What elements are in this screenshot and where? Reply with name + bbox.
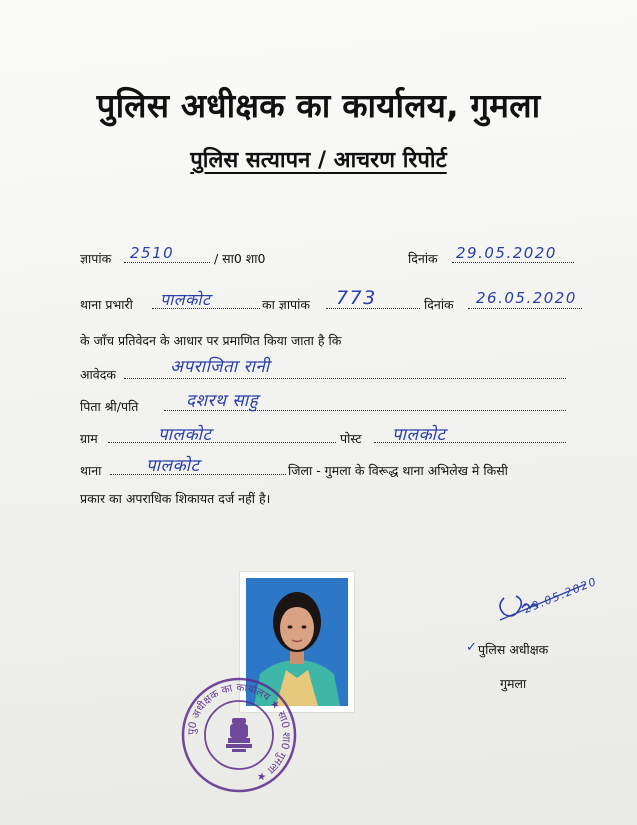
office-seal [180,676,298,794]
applicant-label: आवेदक [80,367,116,382]
applicant-value: अपराजिता रानी [170,357,270,377]
svg-text:पु0 अधीक्षक का कार्यालय ★ सा0: पु0 अधीक्षक का कार्यालय ★ सा0 शा0 गुमला ★ [185,681,293,784]
certification-intro: के जाँच प्रतिवेदन के आधार पर प्रमाणित किया जाता है कि [80,333,342,348]
village-dots [108,442,336,443]
station-value: पालकोट [160,290,211,309]
memo-date-value: 29.05.2020 [456,244,557,262]
post-value: पालकोट [392,425,446,445]
station-date-label: दिनांक [424,297,454,312]
closing-text: प्रकार का अपराधिक शिकायत दर्ज नहीं है। [80,491,271,506]
station-date-value: 26.05.2020 [476,289,577,307]
station-ref-value: 773 [336,287,377,309]
office-title: पुलिस अधीक्षक का कार्यालय, गुमला [96,86,541,125]
signatory-designation: पुलिस अधीक्षक [478,642,549,657]
applicant-dots [124,378,566,379]
village-label: ग्राम [80,431,98,446]
seal-icon [180,676,298,794]
village-value: पालकोट [158,425,212,445]
thana-label: थाना [80,463,102,478]
thana-value: पालकोट [146,456,200,476]
memo-date-label: दिनांक [408,251,438,266]
signature-date: 29.05.2020 [522,574,600,617]
memo-ref-value: 2510 [130,244,175,262]
memo-date-dots [452,262,574,263]
report-subtitle: पुलिस सत्यापन / आचरण रिपोर्ट [190,148,447,173]
station-label: थाना प्रभारी [80,297,133,312]
father-label: पिता श्री/पति [80,399,139,414]
memo-ref-dots [124,262,210,263]
station-date-dots [468,308,582,309]
emblem-icon [226,718,252,752]
tick-icon: ✓ [466,640,477,655]
station-ref-label: का ज्ञापांक [262,297,310,312]
signatory-place: गुमला [500,676,527,691]
signature [490,574,600,638]
post-label: पोस्ट [340,431,362,446]
district-text: जिला - गुमला के विरूद्ध थाना अभिलेख मे किसी [288,463,508,478]
father-value: दशरथ साहु [186,391,259,411]
memo-ref-suffix: / सा0 शा0 [214,251,266,266]
memo-ref-label: ज्ञापांक [80,251,112,266]
